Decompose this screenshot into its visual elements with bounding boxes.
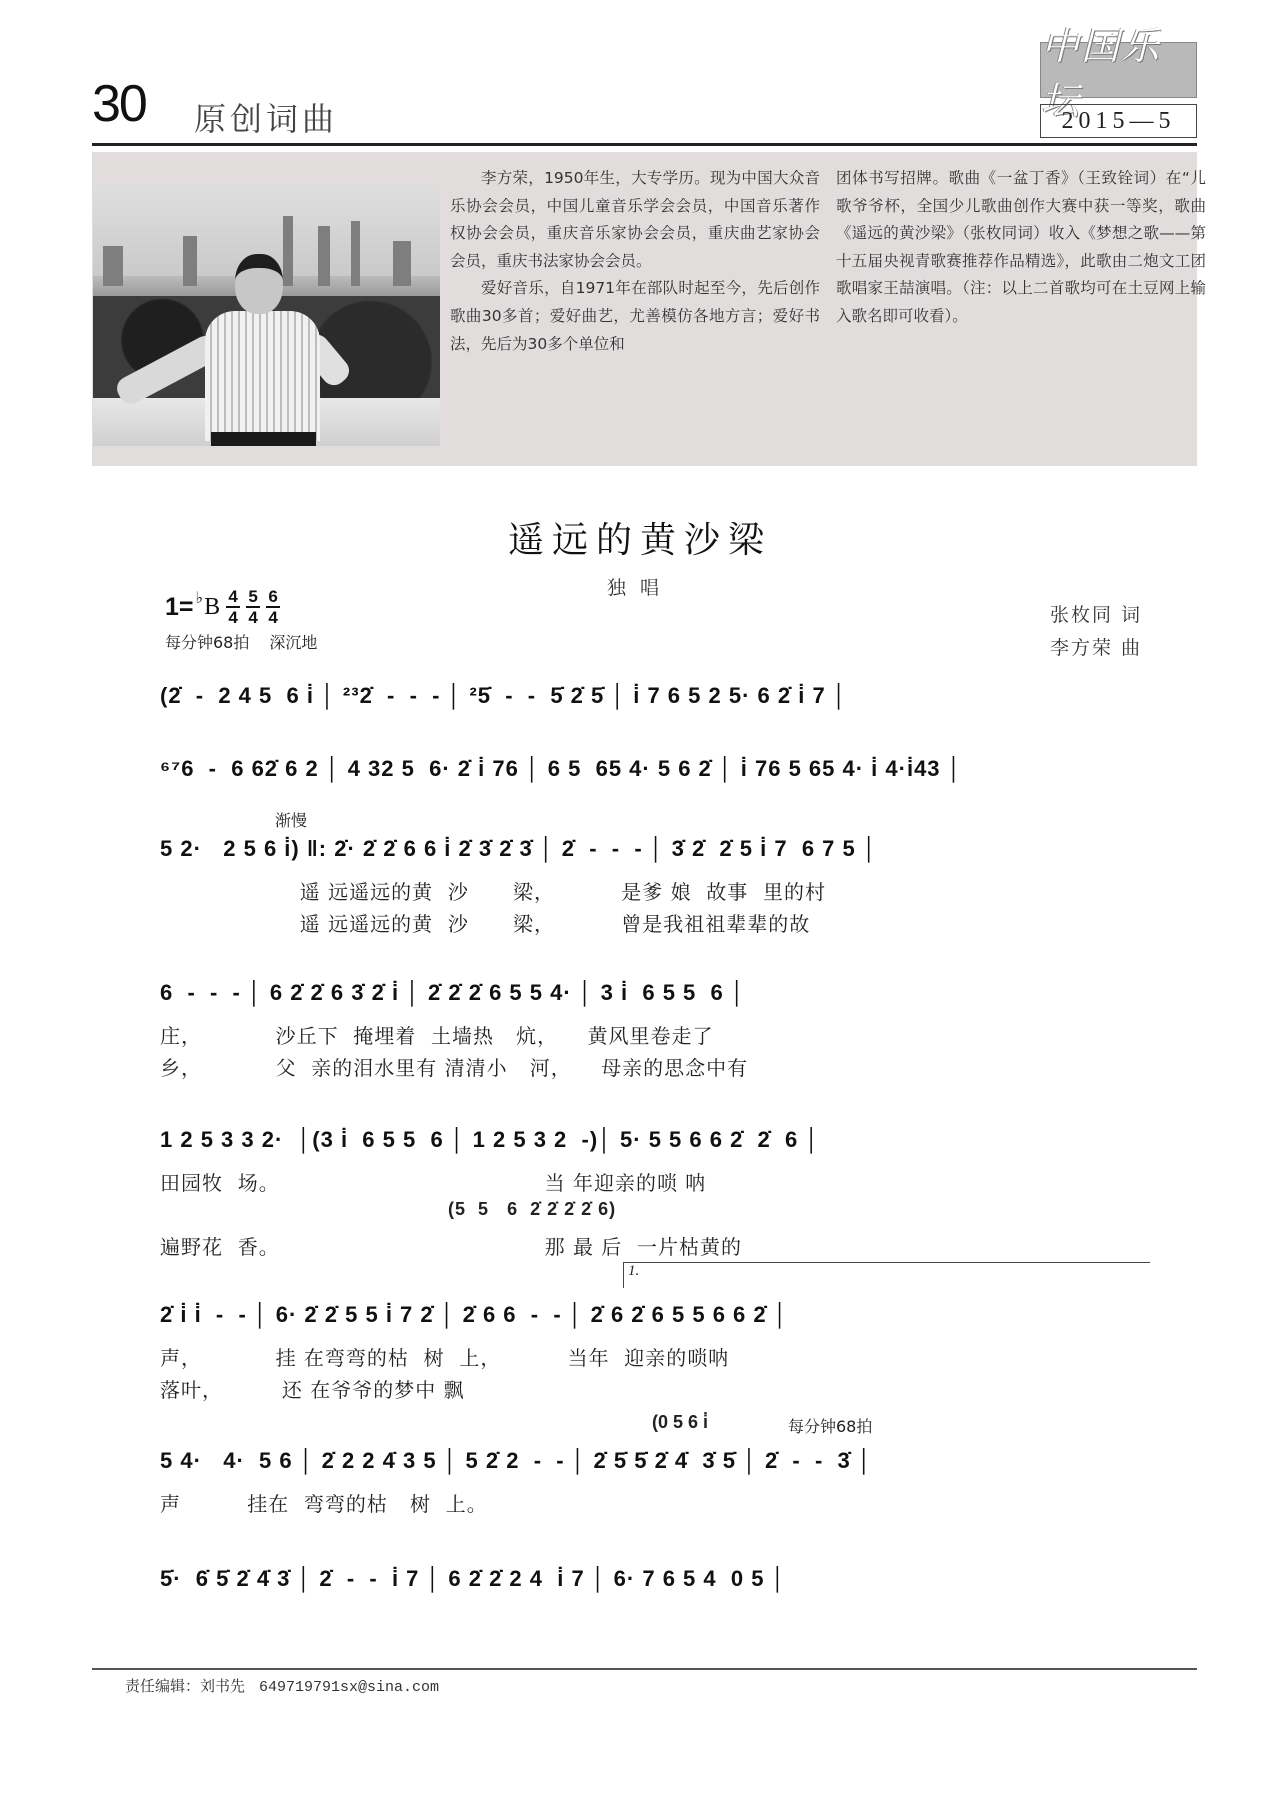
editor-credit: 责任编辑：刘书先: [125, 1677, 246, 1695]
bio-paragraph: 团体书写招牌。歌曲《一盆丁香》（王致铨词）在“儿歌爷爷杯，全国少儿歌曲创作大赛中获一等奖，歌曲《遥远的黄沙梁》（张枚同词）收入《梦想之歌——第十五届央视青歌赛推荐作品精选》，此歌由二炮文工团歌唱家王喆演唱。（注：以上二首歌均可在土豆网上输入歌名即可收看）。: [836, 169, 1206, 325]
key-note: B: [204, 593, 221, 620]
time-signature: $\frac{5}{4}$: [246, 588, 260, 626]
lyric-verse-1: 声， 挂 在弯弯的枯 树 上， 当年 迎亲的唢呐: [160, 1346, 730, 1370]
tempo-bpm: 每分钟68拍: [165, 633, 250, 652]
score-system-8: [160, 1566, 1150, 1626]
score-system-7: [160, 1412, 1150, 1516]
key-signature: [165, 588, 286, 626]
score-system-3: [160, 811, 1150, 936]
ritardando-mark: 渐慢: [275, 811, 308, 830]
composer-credit: 李方荣 曲: [1049, 637, 1142, 659]
issue-number: 2015—5: [1040, 104, 1197, 138]
section-title: 原创词曲: [194, 100, 339, 138]
score-system-6: [160, 1302, 1150, 1402]
pickup-notes: (0 5 6 i̇: [652, 1412, 709, 1432]
song-subtitle: 独唱: [606, 577, 673, 599]
lyric-verse-2: 遥 远遥远的黄 沙 梁， 曾是我祖祖辈辈的故: [160, 912, 811, 936]
lyric-verse-2: 遍野花 香。 那 最 后 一片枯黄的: [160, 1235, 743, 1259]
time-signature: $\frac{6}{4}$: [266, 588, 280, 626]
editor-email[interactable]: 649719791sx@sina.com: [259, 1679, 440, 1696]
lyric-verse-1: 田园牧 场。 当 年迎亲的唢 呐: [160, 1171, 707, 1195]
notation-line: 6 - - - │ 6 2̇ 2̇ 6 3̇ 2̇ i̇ │ 2̇ 2̇ 2̇ 6 5 5 4· │ 3 i̇ 6 5 5 6 │: [160, 980, 746, 1005]
bio-text-column-2: [836, 165, 1206, 331]
tempo-change: 每分钟68拍: [788, 1417, 873, 1436]
song-title: 遥远的黄沙梁: [507, 520, 772, 561]
score-system-2: [160, 756, 1150, 816]
lyric-verse-1: 声 挂在 弯弯的枯 树 上。: [160, 1492, 488, 1516]
header-divider: [92, 143, 1197, 146]
lyric-verse-2: 乡， 父 亲的泪水里有 清清小 河， 母亲的思念中有: [160, 1056, 749, 1080]
tempo-marking: [165, 630, 317, 653]
bio-text-column-1: [450, 165, 820, 358]
notation-line: 1 2 5 3 3 2· │(3 i̇ 6 5 5 6 │ 1 2 5 3 2 -)│ 5· 5 5 6 6 2̇ 2̇ 6 │: [160, 1127, 821, 1152]
notation-line: 2̇ i̇ i̇ - - │ 6· 2̇ 2̇ 5 5 i̇ 7 2̇ │ 2̇ 6 6 - - │ 2̇ 6 2̇ 6 5 5 6 6 2̇ │: [160, 1302, 789, 1327]
page-number: 30: [92, 75, 146, 133]
key-prefix: 1=: [165, 592, 194, 621]
notation-line: 5̇· 6̇ 5̇ 2̇ 4̇ 3̇ │ 2̇ - - i̇ 7 │ 6 2̇ 2̇ 2 4 i̇ 7 │ 6· 7 6 5 4 0 5 │: [160, 1566, 787, 1591]
expression-mark: 深沉地: [269, 633, 318, 652]
magazine-logo-text: 中国乐坛: [1041, 24, 1162, 123]
notation-line: 5 4· 4· 5 6 │ 2̇ 2 2 4̇ 3 5 │ 5 2̇ 2 - - │ 2̇ 5̇ 5̇ 2̇ 4̇ 3̇ 5̇ │ 2̇ - - 3̇ │: [160, 1448, 873, 1473]
bio-paragraph: 李方荣，1950年生，大专学历。现为中国大众音乐协会会员，中国儿童音乐学会会员，中国音乐著作权协会会员，重庆音乐家协会会员，重庆曲艺家协会会员，重庆书法家协会会员。: [450, 169, 820, 270]
alt-notation: (5 5 6 2̇ 2̇ 2̇ 2̇ 6): [160, 1199, 617, 1219]
bio-paragraph: 爱好音乐，自1971年在部队时起至今，先后创作歌曲30多首；爱好曲艺，尤善模仿各地方言；爱好书法，先后为30多个单位和: [450, 279, 820, 353]
lyric-verse-1: 庄， 沙丘下 掩埋着 土墙热 炕， 黄风里卷走了: [160, 1024, 714, 1048]
lyric-verse-2: 落叶， 还 在爷爷的梦中 飘: [160, 1378, 465, 1402]
score-system-4: [160, 980, 1150, 1080]
footer-divider: [92, 1668, 1197, 1670]
lyricist-credit: 张枚同 词: [1049, 604, 1142, 626]
lyric-verse-1: 遥 远遥远的黄 沙 梁， 是爹 娘 故事 里的村: [160, 880, 827, 904]
time-signature: $\frac{4}{4}$: [226, 588, 240, 626]
score-system-1: [160, 683, 1150, 743]
notation-line: (2̇ - 2 4 5 6 i̇ │ ²³2̇ - - - │ ²5̇ - - 5̇ 2̇ 5̇ │ i̇ 7 6 5 2 5· 6 2̇ i̇ 7 │: [160, 683, 848, 708]
notation-line: 5 2· 2 5 6 i̇) ‖: 2̇· 2̇ 2̇ 6 6 i̇ 2̇ 3̇ 2̇ 3̇ │ 2̇ - - - │ 3̇ 2̇ 2̇ 5 i̇ 7 6 7 5 │: [160, 836, 878, 861]
flat-icon: ♭: [195, 590, 204, 607]
first-ending-bracket: [623, 1262, 1150, 1288]
notation-line: ⁶⁷6 - 6 62̇ 6 2 │ 4 32 5 6· 2̇ i̇ 76 │ 6 5 65 4· 5 6 2̇ │ i̇ 76 5 65 4· i̇ 4·i̇43 │: [160, 756, 963, 781]
footer: [125, 1675, 439, 1696]
score-system-5: [160, 1127, 1150, 1259]
composer-photo: [93, 186, 440, 446]
volta-label: 1.: [628, 1263, 640, 1279]
